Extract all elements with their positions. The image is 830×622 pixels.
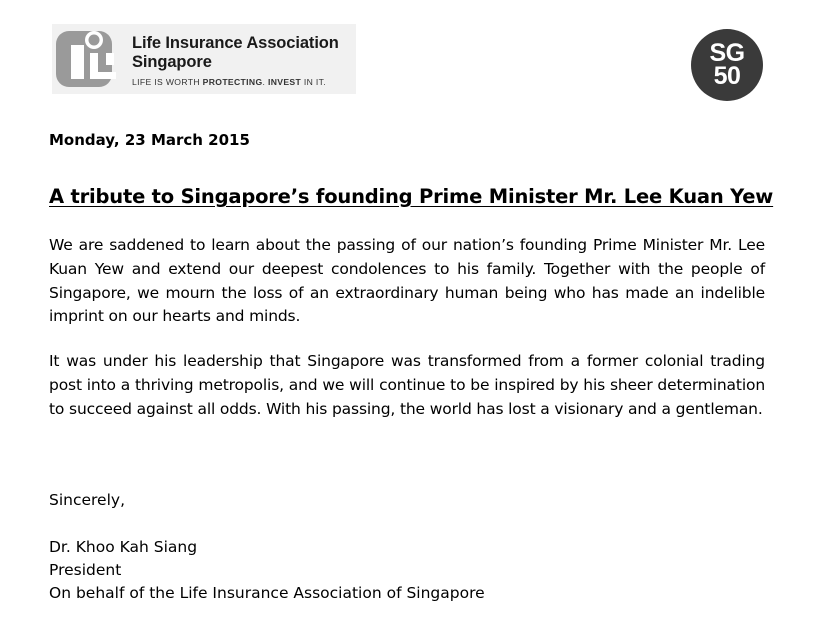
lia-logo <box>52 24 356 94</box>
paragraph-2: It was under his leadership that Singapore was transformed from a former colonial trading post into a thriving metropolis, and we will continue to be inspired by his sheer determination to succeed against all odds. With his passing, the world has lost a visionary and a gentleman. <box>49 352 765 418</box>
sg50-badge-line2: 50 <box>713 62 741 90</box>
sg50-badge-line1: SG <box>709 39 745 67</box>
signatory-organization: On behalf of the Life Insurance Association of Singapore <box>49 584 485 602</box>
letter-title: A tribute to Singapore’s founding Prime Minister Mr. Lee Kuan Yew <box>49 185 774 208</box>
tagline-part-5: IN IT. <box>301 77 326 87</box>
logo-tagline <box>132 77 326 87</box>
signatory-title: President <box>49 561 122 579</box>
lia-logo-mark-icon <box>54 27 122 91</box>
tagline-part-2: PROTECTING <box>202 77 263 87</box>
logo-name-line2: Singapore <box>132 53 212 71</box>
logo-wordmark <box>132 34 339 72</box>
logo-name-line1: Life Insurance Association <box>132 34 339 52</box>
letter-date: Monday, 23 March 2015 <box>49 131 250 149</box>
tagline-part-3: . <box>262 77 268 87</box>
letterhead <box>0 0 830 110</box>
signatory-name: Dr. Khoo Kah Siang <box>49 538 198 556</box>
tagline-part-4: INVEST <box>267 77 302 87</box>
paragraph-1: We are saddened to learn about the passing of our nation’s founding Prime Minister Mr. Lee Kuan Yew and extend our deepest condolences to his family. Together with the people of Singapore, we mourn the loss of an extraordinary human being who has made an indelible imprint on our hearts and minds. <box>49 236 765 326</box>
tagline-part-1: LIFE IS WORTH <box>132 77 203 87</box>
closing: Sincerely, <box>49 491 126 509</box>
sg50-badge <box>691 29 763 101</box>
